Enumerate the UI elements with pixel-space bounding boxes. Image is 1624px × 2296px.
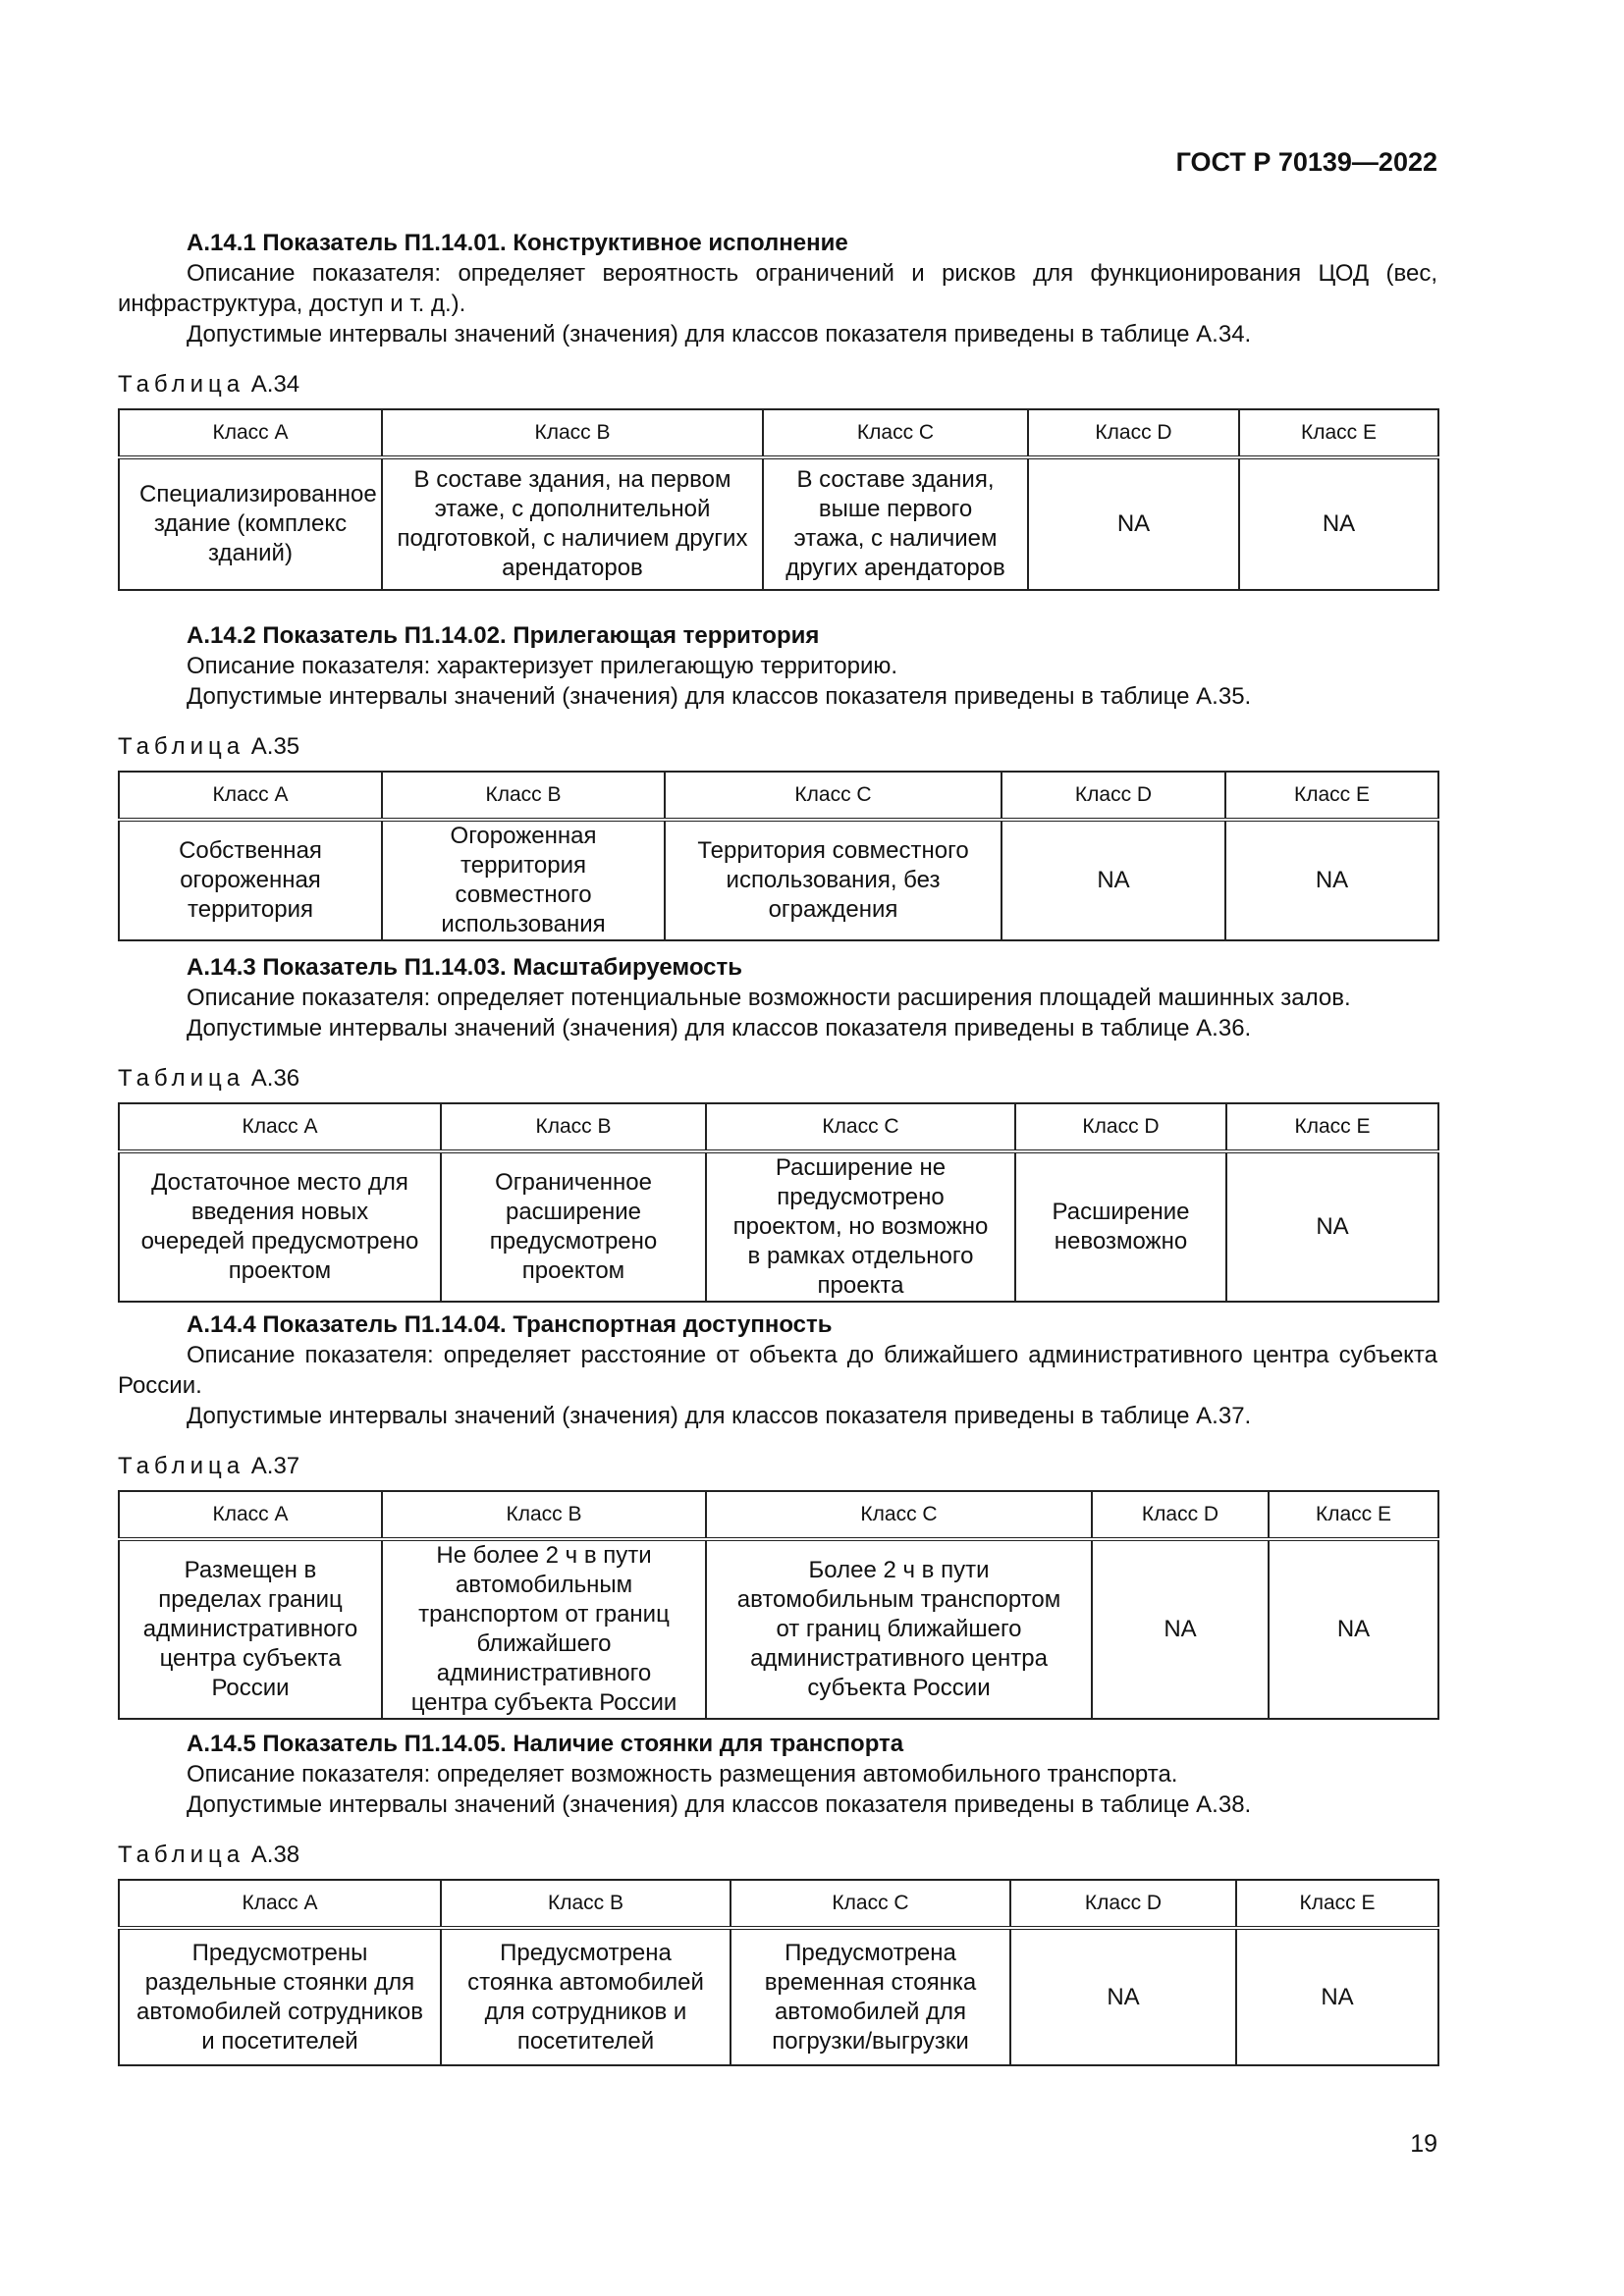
table-caption: Таблица А.34 xyxy=(118,371,300,398)
table-a35 xyxy=(118,771,1439,941)
section-title: А.14.2 Показатель П1.14.02. Прилегающая территория xyxy=(187,622,820,649)
column-header: Класс А xyxy=(119,772,382,820)
column-header: Класс С xyxy=(731,1880,1010,1928)
section-ranges: Допустимые интервалы значений (значения) для классов показателя приведены в таблице А.35. xyxy=(187,683,1252,710)
section-description: Описание показателя: определяет возможность размещения автомобильного транспорта. xyxy=(187,1761,1178,1788)
table-caption: Таблица А.37 xyxy=(118,1453,300,1479)
table-cell: Огороженная территория совместного использования xyxy=(382,820,665,940)
table-cell: Расширение не предусмотрено проектом, но возможно в рамках отдельного проекта xyxy=(706,1151,1015,1302)
table-cell: Ограниченное расширение предусмотрено проектом xyxy=(441,1151,706,1302)
section-title: А.14.5 Показатель П1.14.05. Наличие стоянки для транспорта xyxy=(187,1731,904,1757)
table-cell: NA xyxy=(1226,1151,1438,1302)
table-cell: Территория совместного использования, без ограждения xyxy=(665,820,1001,940)
table-a37 xyxy=(118,1490,1439,1720)
section-ranges: Допустимые интервалы значений (значения) для классов показателя приведены в таблице А.36. xyxy=(187,1015,1252,1041)
column-header: Класс А xyxy=(119,1103,441,1151)
table-cell: Размещен в пределах границ административного центра субъекта России xyxy=(119,1539,382,1719)
section-a14-2 xyxy=(118,620,1437,941)
page-number: 19 xyxy=(1410,2130,1437,2158)
table-cell: В составе здания, на первом этаже, с дополнительной подготовкой, с наличием других арендаторов xyxy=(382,457,763,590)
table-caption: Таблица А.38 xyxy=(118,1842,300,1868)
column-header: Класс С xyxy=(706,1103,1015,1151)
section-a14-5 xyxy=(118,1729,1437,2066)
table-cell: Предусмотрены раздельные стоянки для автомобилей сотрудников и посетителей xyxy=(119,1928,441,2065)
column-header: Класс А xyxy=(119,409,382,457)
table-cell: Предусмотрена временная стоянка автомобилей для погрузки/выгрузки xyxy=(731,1928,1010,2065)
section-title: А.14.3 Показатель П1.14.03. Масштабируемость xyxy=(187,954,743,981)
section-description: Описание показателя: определяет расстояние от объекта до ближайшего административного центра субъекта России. xyxy=(118,1342,1437,1399)
column-header: Класс А xyxy=(119,1880,441,1928)
section-a14-4 xyxy=(118,1309,1437,1720)
table-a38 xyxy=(118,1879,1439,2066)
table-cell: NA xyxy=(1269,1539,1438,1719)
section-description: Описание показателя: определяет вероятность ограничений и рисков для функционирования ЦОД (вес, инфраструктура, доступ и т. д.). xyxy=(118,260,1437,317)
column-header: Класс D xyxy=(1015,1103,1226,1151)
table-cell: Специализированное здание (комплекс зданий) xyxy=(119,457,382,590)
section-a14-3 xyxy=(118,952,1437,1303)
table-cell: NA xyxy=(1236,1928,1438,2065)
table-caption: Таблица А.35 xyxy=(118,733,300,760)
column-header: Класс E xyxy=(1239,409,1438,457)
section-title: А.14.4 Показатель П1.14.04. Транспортная доступность xyxy=(187,1311,833,1338)
table-cell: В составе здания, выше первого этажа, с наличием других арендаторов xyxy=(763,457,1028,590)
table-cell: NA xyxy=(1092,1539,1269,1719)
column-header: Класс С xyxy=(763,409,1028,457)
table-cell: NA xyxy=(1028,457,1239,590)
column-header: Класс А xyxy=(119,1491,382,1539)
section-title: А.14.1 Показатель П1.14.01. Конструктивное исполнение xyxy=(187,230,848,256)
table-a34 xyxy=(118,408,1439,591)
section-ranges: Допустимые интервалы значений (значения) для классов показателя приведены в таблице А.34. xyxy=(187,321,1252,347)
column-header: Класс В xyxy=(382,772,665,820)
table-cell: NA xyxy=(1010,1928,1236,2065)
column-header: Класс В xyxy=(382,1491,706,1539)
section-description: Описание показателя: определяет потенциальные возможности расширения площадей машинных залов. xyxy=(187,985,1351,1011)
column-header: Класс E xyxy=(1225,772,1438,820)
column-header: Класс D xyxy=(1010,1880,1236,1928)
table-cell: Расширение невозможно xyxy=(1015,1151,1226,1302)
table-cell: NA xyxy=(1001,820,1225,940)
document-id: ГОСТ Р 70139—2022 xyxy=(1175,147,1437,177)
section-a14-1 xyxy=(118,228,1437,591)
column-header: Класс E xyxy=(1236,1880,1438,1928)
column-header: Класс В xyxy=(441,1103,706,1151)
column-header: Класс В xyxy=(441,1880,731,1928)
column-header: Класс D xyxy=(1092,1491,1269,1539)
column-header: Класс D xyxy=(1001,772,1225,820)
column-header: Класс D xyxy=(1028,409,1239,457)
table-cell: NA xyxy=(1225,820,1438,940)
table-cell: Предусмотрена стоянка автомобилей для сотрудников и посетителей xyxy=(441,1928,731,2065)
column-header: Класс В xyxy=(382,409,763,457)
table-cell: Более 2 ч в пути автомобильным транспортом от границ ближайшего административного центра субъекта России xyxy=(706,1539,1092,1719)
table-cell: Собственная огороженная территория xyxy=(119,820,382,940)
table-cell: Не более 2 ч в пути автомобильным транспортом от границ ближайшего административного центра субъекта России xyxy=(382,1539,706,1719)
section-ranges: Допустимые интервалы значений (значения) для классов показателя приведены в таблице А.38. xyxy=(187,1791,1252,1818)
column-header: Класс E xyxy=(1269,1491,1438,1539)
table-caption: Таблица А.36 xyxy=(118,1065,300,1092)
table-cell: NA xyxy=(1239,457,1438,590)
section-description: Описание показателя: характеризует прилегающую территорию. xyxy=(187,653,898,679)
table-cell: Достаточное место для введения новых очередей предусмотрено проектом xyxy=(119,1151,441,1302)
column-header: Класс С xyxy=(665,772,1001,820)
column-header: Класс С xyxy=(706,1491,1092,1539)
section-ranges: Допустимые интервалы значений (значения) для классов показателя приведены в таблице А.37. xyxy=(187,1403,1252,1429)
table-a36 xyxy=(118,1102,1439,1303)
column-header: Класс E xyxy=(1226,1103,1438,1151)
